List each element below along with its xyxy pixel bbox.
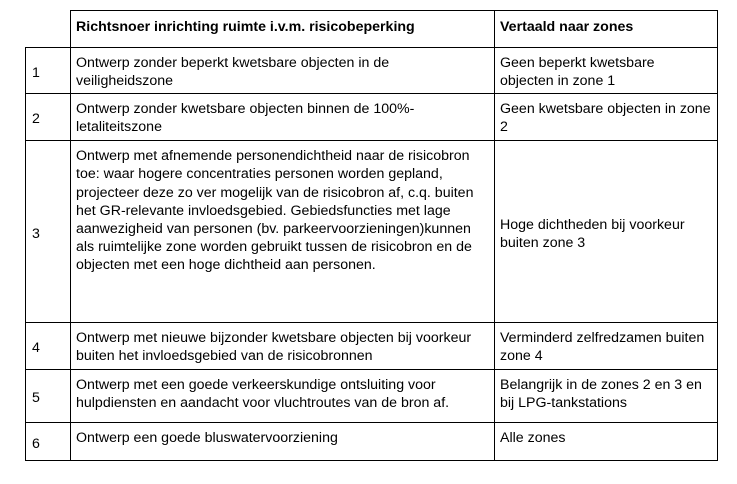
row-description: Ontwerp met een goede verkeerskundige ontsluiting voor hulpdiensten en aandacht voor vluchtroutes van de bron af.: [71, 370, 495, 423]
header-num: [26, 11, 71, 48]
table-row: [26, 423, 718, 461]
header-zones: Vertaald naar zones: [495, 11, 718, 48]
row-zones: Verminderd zelfredzamen buiten zone 4: [495, 323, 718, 370]
row-zones: Geen beperkt kwetsbare objecten in zone 1: [495, 48, 718, 94]
row-number: 2: [26, 94, 71, 141]
guideline-table: [25, 10, 718, 461]
row-description: Ontwerp zonder beperkt kwetsbare objecten in de veiligheidszone: [71, 48, 495, 94]
table-row: [26, 141, 718, 323]
header-description: Richtsnoer inrichting ruimte i.v.m. risicobeperking: [71, 11, 495, 48]
row-description: Ontwerp met nieuwe bijzonder kwetsbare objecten bij voorkeur buiten het invloedsgebied van de risicobronnen: [71, 323, 495, 370]
row-number: 4: [26, 323, 71, 370]
row-zones: Geen kwetsbare objecten in zone 2: [495, 94, 718, 141]
row-number: 6: [26, 423, 71, 461]
row-description: Ontwerp een goede bluswatervoorziening: [71, 423, 495, 461]
row-number: 1: [26, 48, 71, 94]
row-description: Ontwerp met afnemende personendichtheid naar de risicobron toe: waar hogere concentraties personen worden gepland, projecteer deze zo ver mogelijk van de risicobron af, c.q. buiten het GR-relevante invloedsgebied. Gebiedsfuncties met lage aanwezigheid van personen (bv. parkeervoorzieningen)kunnen als ruimtelijke zone worden gebruikt tussen de risicobron en de objecten met een hoge dichtheid aan personen.: [71, 141, 495, 323]
row-number: 5: [26, 370, 71, 423]
table-row: [26, 48, 718, 94]
table-row: [26, 323, 718, 370]
row-description: Ontwerp zonder kwetsbare objecten binnen de 100%-letaliteitszone: [71, 94, 495, 141]
table-row: [26, 370, 718, 423]
row-zones: Belangrijk in de zones 2 en 3 en bij LPG-tankstations: [495, 370, 718, 423]
row-zones: Alle zones: [495, 423, 718, 461]
table-row: [26, 94, 718, 141]
table-header-row: [26, 11, 718, 48]
row-zones: Hoge dichtheden bij voorkeur buiten zone 3: [495, 141, 718, 323]
row-number: 3: [26, 141, 71, 323]
